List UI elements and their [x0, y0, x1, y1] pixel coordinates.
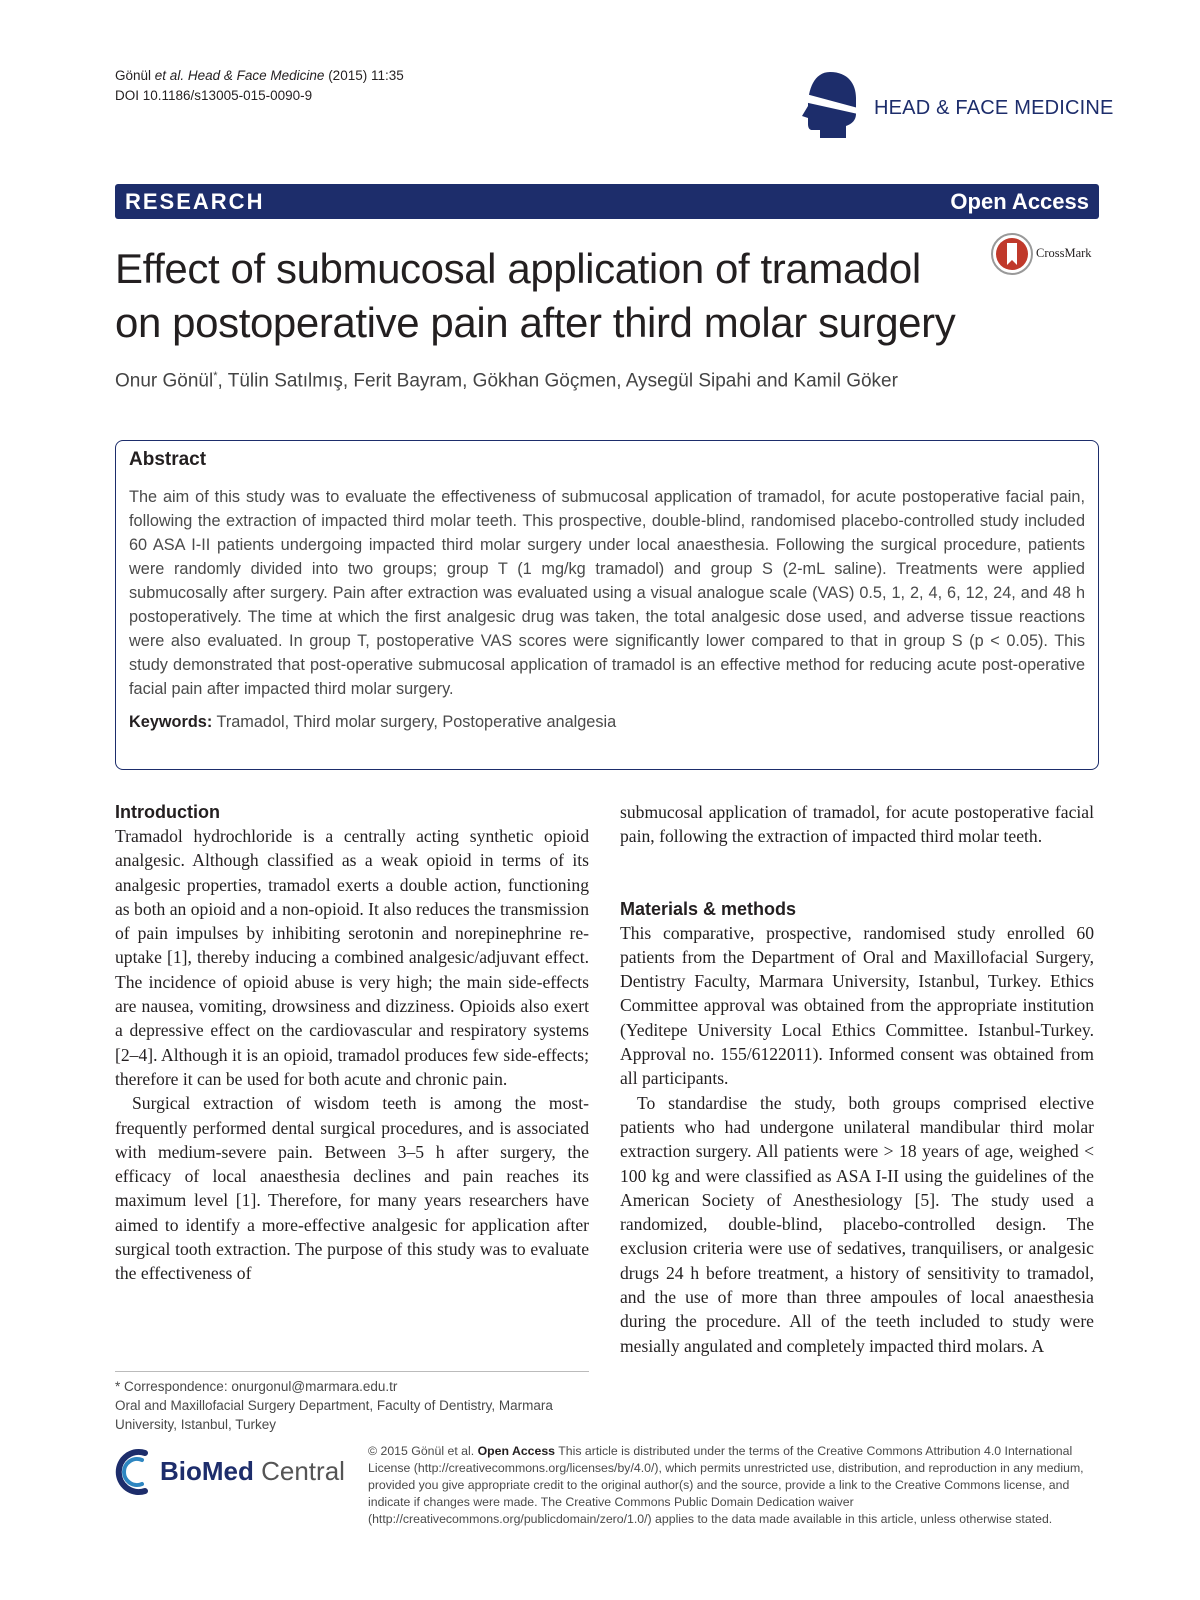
- footnote-divider: [115, 1371, 589, 1372]
- introduction-paragraph-2-continued: submucosal application of tramadol, for acute postoperative facial pain, following the extraction of impacted third molar teeth.: [620, 802, 1094, 847]
- crossmark-label: CrossMark: [1036, 246, 1092, 260]
- citation-authors: Gönül: [115, 68, 152, 83]
- journal-logo[interactable]: [790, 70, 1114, 142]
- body-column-right: [620, 800, 1094, 1358]
- correspondence-line: * Correspondence: onurgonul@marmara.edu.tr: [115, 1379, 398, 1394]
- citation-journal: Head & Face Medicine: [187, 68, 325, 83]
- bmc-med: Med: [201, 1456, 254, 1486]
- affiliation-line: Oral and Maxillofacial Surgery Department, Faculty of Dentistry, Marmara University, Istanbul, Turkey: [115, 1398, 553, 1432]
- introduction-heading: Introduction: [115, 802, 220, 822]
- article-type-banner: [115, 184, 1099, 219]
- bmc-bio: Bio: [160, 1456, 202, 1486]
- methods-paragraph-1: This comparative, prospective, randomised study enrolled 60 patients from the Department of Oral and Maxillofacial Surgery, Dentistry Faculty, Marmara University, Istanbul, Turkey. Ethics Committee approval was obtained from the appropriate institution (Yeditepe University Local Ethics Committee. Istanbul-Turkey. Approval no. 155/6122011). Informed consent was obtained from all participants.: [620, 922, 1094, 1089]
- copyright-notice: © 2015 Gönül et al.: [368, 1444, 475, 1458]
- abstract-box: [115, 440, 1099, 770]
- article-type-label: RESEARCH: [125, 188, 265, 214]
- license-open-access: Open Access: [477, 1444, 556, 1458]
- introduction-paragraph-2: Surgical extraction of wisdom teeth is among the most-frequently performed dental surgical procedures, and is associated with medium-severe pain. Between 3–5 h after surgery, the efficacy of local anaesthesia declines and pain reaches its maximum level [1]. Therefore, for many years researchers have aimed to identify a more-effective analgesic for application after surgical tooth extraction. The purpose of this study was to evaluate the effectiveness of: [115, 1093, 589, 1284]
- citation-line: [115, 66, 404, 86]
- author-first[interactable]: Onur Gönül: [115, 370, 214, 392]
- crossmark-badge[interactable]: [990, 232, 1102, 276]
- introduction-paragraph-1: Tramadol hydrochloride is a centrally acting synthetic opioid analgesic. Although classified as a weak opioid in terms of its analgesic properties, tramadol exerts a double action, functioning as both an opioid and a non-opioid. It also reduces the transmission of pain impulses by inhibiting serotonin and norepinephrine re-uptake [1], thereby inducing a combined analgesic/adjuvant effect. The incidence of opioid abuse is very high; the main side-effects are nausea, vomiting, drowsiness and dizziness. Opioids also exert a depressive effect on the cardiovascular and respiratory systems [2–4]. Although it is an opioid, tramadol produces few side-effects; therefore it can be used for both acute and chronic pain.: [115, 826, 589, 1089]
- keywords-value: Tramadol, Third molar surgery, Postoperative analgesia: [216, 713, 617, 731]
- crossmark-icon: [990, 232, 1034, 276]
- bmc-wordmark: [160, 1456, 345, 1487]
- footnote: [115, 1377, 589, 1434]
- keywords-line: [129, 713, 1085, 732]
- citation-etal: et al.: [154, 68, 185, 83]
- bmc-central: Central: [253, 1456, 345, 1486]
- methods-heading: Materials & methods: [620, 898, 797, 919]
- journal-name: HEAD & FACE MEDICINE: [874, 97, 1114, 119]
- bmc-arc-icon: [115, 1448, 159, 1496]
- author-list: [115, 370, 898, 392]
- license-body: This article is distributed under the terms of the Creative Commons Attribution 4.0 International License (http://creativecommons.org/licenses/by/4.0/), which permits unrestricted use, distribution, and reproduction in any medium, provided you give appropriate credit to the original author(s) and the source, provide a link to the Creative Commons license, and indicate if changes were made. The Creative Commons Public Domain Dedication waiver (http://creativecommons.org/publicdomain/zero/1.0/) applies to the data made available in this article, unless otherwise stated.: [368, 1444, 1084, 1526]
- doi-link[interactable]: DOI 10.1186/s13005-015-0090-9: [115, 88, 313, 103]
- abstract-text: The aim of this study was to evaluate the effectiveness of submucosal application of tramadol, for acute postoperative facial pain, following the extraction of impacted third molar teeth. This prospective, double-blind, randomised placebo-controlled study included 60 ASA I-II patients undergoing impacted third molar surgery under local anaesthesia. Following the surgical procedure, patients were randomly divided into two groups; group T (1 mg/kg tramadol) and group S (2-mL saline). Treatments were applied submucosally after surgery. Pain after extraction was evaluated using a visual analogue scale (VAS) 0.5, 1, 2, 4, 6, 12, 24, and 48 h postoperatively. The time at which the first analgesic drug was taken, the total analgesic dose used, and adverse tissue reactions were also evaluated. In group T, postoperative VAS scores were significantly lower compared to that in group S (p < 0.05). This study demonstrated that post-operative submucosal application of tramadol is an effective method for reducing acute post-operative facial pain after impacted third molar surgery.: [129, 488, 1085, 698]
- corresponding-mark: *: [213, 370, 218, 382]
- article-title: [115, 242, 995, 350]
- biomed-central-logo[interactable]: [115, 1448, 345, 1498]
- title-line-1: Effect of submucosal application of tramadol: [115, 245, 921, 292]
- title-line-2: on postoperative pain after third molar surgery: [115, 299, 956, 346]
- methods-paragraph-2: To standardise the study, both groups comprised elective patients who had undergone unilateral mandibular third molar extraction surgery. All patients were > 18 years of age, weighed < 100 kg and were classified as ASA I-II using the guidelines of the American Society of Anesthesiology [5]. The study used a randomized, double-blind, placebo-controlled design. The exclusion criteria were use of sedatives, tranquilisers, or analgesic drugs 24 h before treatment, a history of sensitivity to tramadol, and the use of more than three ampoules of local anaesthesia during the procedure. All of the teeth included to study were mesially angulated and completely impacted third molars. A: [620, 1092, 1094, 1356]
- citation-volume: (2015) 11:35: [328, 68, 404, 83]
- open-access-label: Open Access: [950, 188, 1089, 214]
- citation-block: [115, 66, 404, 106]
- abstract-heading: Abstract: [129, 449, 207, 470]
- body-column-left: [115, 800, 589, 1286]
- author-rest: , Tülin Satılmış, Ferit Bayram, Gökhan Göçmen, Aysegül Sipahi and Kamil Göker: [217, 370, 898, 392]
- keywords-label: Keywords:: [129, 713, 213, 731]
- license-text: [368, 1443, 1098, 1528]
- head-profile-icon: [790, 70, 870, 142]
